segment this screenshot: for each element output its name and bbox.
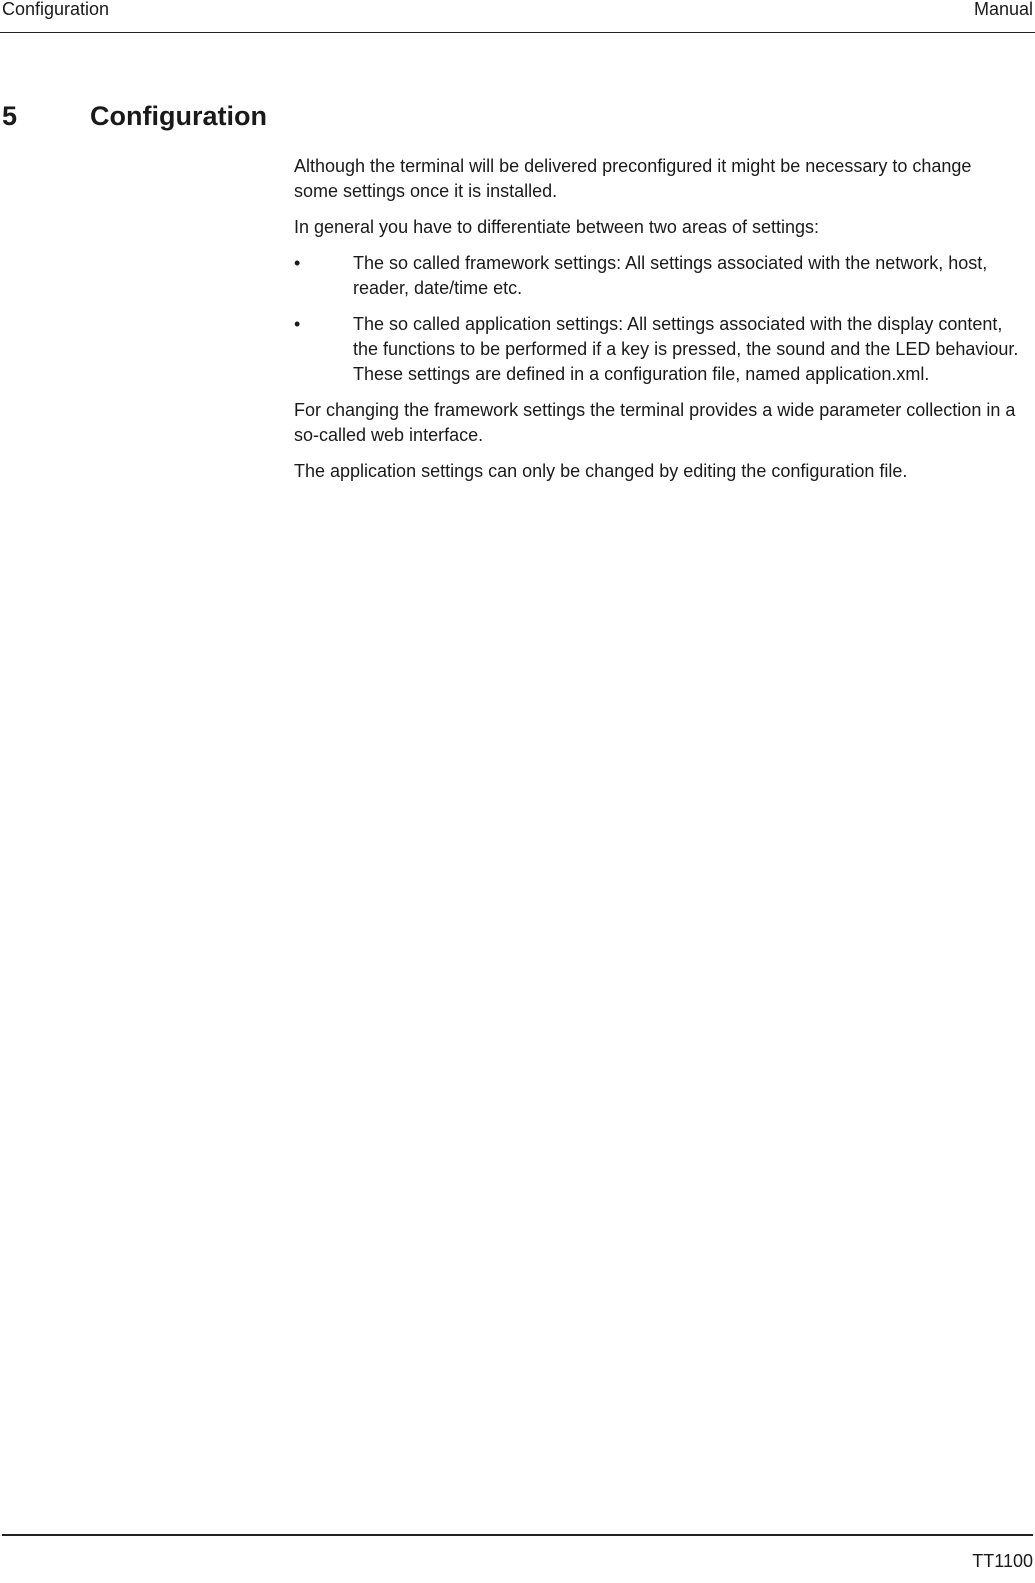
section-title: Configuration [90, 101, 267, 131]
list-item [294, 312, 1019, 387]
page-header [0, 0, 1035, 33]
bullet-icon: • [294, 314, 301, 334]
paragraph-areas: In general you have to differentiate between two areas of settings: [294, 217, 820, 237]
section-number: 5 [2, 101, 18, 131]
section-heading [2, 98, 267, 134]
paragraph-framework-change: For changing the framework settings the terminal provides a wide parameter collection in a so-called web interface. [294, 400, 1016, 445]
paragraph-application-change: The application settings can only be changed by editing the configuration file. [294, 461, 908, 481]
list-item-text: The so called application settings: All settings associated with the display content, the functions to be performed if a key is pressed, the sound and the LED behaviour. These settings are defined in a configuration file, named application.xml. [353, 314, 1019, 384]
bullet-icon: • [294, 253, 301, 273]
footer-rule [2, 1534, 1033, 1536]
list-item-text: The so called framework settings: All settings associated with the network, host, reader, date/time etc. [353, 253, 988, 298]
list-item [294, 251, 1019, 301]
settings-areas-list [294, 251, 1019, 387]
section-body [294, 154, 1019, 495]
header-document-title: Manual [973, 0, 1033, 19]
header-chapter-title: Configuration [2, 0, 110, 19]
footer-product-name: TT1100 [972, 1551, 1033, 1571]
paragraph-intro: Although the terminal will be delivered preconfigured it might be necessary to change some settings once it is installed. [294, 156, 972, 201]
